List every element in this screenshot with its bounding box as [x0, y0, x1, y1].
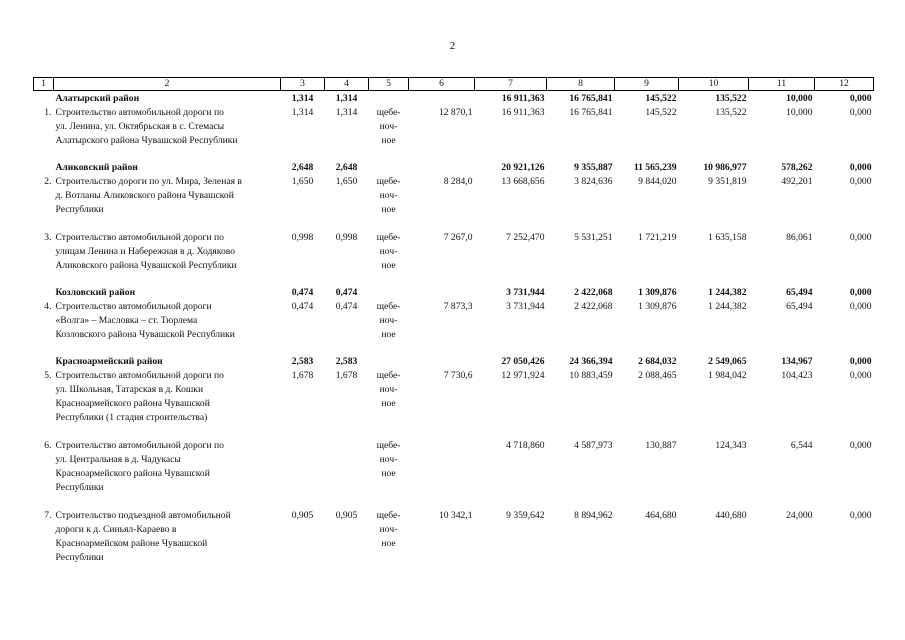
surface-type [369, 231, 409, 273]
district-value-c7: 27 050,426 [501, 356, 545, 367]
project-name-line: дороги к д. Синьял-Караево в [55, 524, 177, 535]
project-value-c10: 1 984,042 [708, 370, 747, 381]
surface-type-line: щебе- [376, 232, 401, 243]
project-name-line: Строительство дороги по ул. Мира, Зеленая в [55, 176, 242, 187]
district-index-cell [34, 91, 54, 107]
project-value-c7: 4 718,860 [506, 440, 545, 451]
district-value-c10: 10 986,977 [703, 162, 747, 173]
project-value-c7: 12 971,924 [501, 370, 545, 381]
project-name [54, 300, 281, 342]
project-name-line: ул. Ленина, ул. Октябрьская в с. Стемасы [55, 121, 225, 132]
district-length-hard: 1,314 [335, 93, 358, 104]
district-value-c7: 3 731,944 [506, 287, 545, 298]
district-row [34, 354, 874, 369]
district-name: Красноармейский район [55, 356, 163, 367]
project-value-c10: 124,343 [715, 440, 747, 451]
district-cost-per-km [409, 91, 475, 107]
district-value-c10: 1 244,382 [708, 287, 747, 298]
project-value-c11: 65,494 [786, 301, 813, 312]
project-row [34, 106, 874, 148]
project-name-line: Красноармейского района Чувашской [55, 468, 210, 479]
project-value-c9: 2 088,465 [638, 370, 677, 381]
project-name [54, 509, 281, 565]
project-value-c8: 2 422,068 [574, 301, 613, 312]
column-header: 1 [34, 78, 54, 91]
district-value-c11: 10,000 [786, 93, 813, 104]
district-surface-cell [369, 160, 409, 175]
district-surface-cell [369, 91, 409, 107]
district-length-hard: 2,648 [335, 162, 358, 173]
project-number: 2. [44, 176, 52, 187]
project-length-hard: 0,905 [335, 510, 358, 521]
surface-type-line: ное [381, 468, 396, 479]
column-header: 11 [749, 78, 815, 91]
district-index-cell [34, 354, 54, 369]
district-value-c10: 135,522 [715, 93, 747, 104]
project-value-c10: 440,680 [715, 510, 747, 521]
surface-type [369, 509, 409, 565]
project-value-c9: 130,887 [645, 440, 677, 451]
project-length-total: 0,474 [291, 301, 314, 312]
project-value-c11: 10,000 [786, 107, 813, 118]
spacer-cell [34, 342, 874, 354]
project-name [54, 369, 281, 425]
project-cost-per-km: 10 342,1 [438, 510, 473, 521]
district-value-c11: 65,494 [786, 287, 813, 298]
project-value-c9: 1 721,219 [638, 232, 677, 243]
surface-type-line: ноч- [379, 315, 398, 326]
spacer-cell [34, 217, 874, 231]
district-cost-per-km [409, 160, 475, 175]
project-cost-per-km: 7 873,3 [443, 301, 473, 312]
project-value-c9: 145,522 [645, 107, 677, 118]
district-length-total: 2,648 [291, 162, 314, 173]
district-row [34, 285, 874, 300]
surface-type-line: щебе- [376, 301, 401, 312]
spacer-row [34, 273, 874, 285]
project-name-line: ул. Школьная, Татарская в д. Кошки [55, 384, 204, 395]
project-value-c12: 0,000 [849, 107, 872, 118]
project-name-line: Строительство автомобильной дороги по [55, 107, 224, 118]
district-value-c12: 0,000 [849, 356, 872, 367]
project-value-c10: 1 635,158 [708, 232, 747, 243]
project-row [34, 439, 874, 495]
project-name-line: Алатырского района Чувашской Республики [55, 135, 238, 146]
project-value-c12: 0,000 [849, 370, 872, 381]
spacer-row [34, 148, 874, 160]
district-name: Козловский район [55, 287, 136, 298]
project-row [34, 509, 874, 565]
surface-type-line: ное [381, 538, 396, 549]
district-value-c8: 16 765,841 [569, 93, 613, 104]
project-name [54, 106, 281, 148]
district-surface-cell [369, 354, 409, 369]
project-name-line: Аликовского района Чувашской Республики [55, 260, 237, 271]
project-name-line: Республики [55, 552, 104, 563]
district-value-c11: 578,262 [781, 162, 813, 173]
project-value-c12: 0,000 [849, 176, 872, 187]
project-row [34, 231, 874, 273]
project-value-c7: 9 359,642 [506, 510, 545, 521]
project-number: 4. [44, 301, 52, 312]
spacer-cell [34, 425, 874, 439]
project-name-line: д. Вотланы Аликовского района Чувашской [55, 190, 234, 201]
project-length-total: 0,905 [291, 510, 314, 521]
project-row [34, 300, 874, 342]
project-length-total: 1,314 [291, 107, 314, 118]
spacer-cell [34, 495, 874, 509]
project-value-c9: 1 309,876 [638, 301, 677, 312]
district-index-cell [34, 160, 54, 175]
district-name: Алатырский район [55, 93, 140, 104]
project-cost-per-km: 7 267,0 [443, 232, 473, 243]
project-row [34, 175, 874, 217]
district-value-c12: 0,000 [849, 162, 872, 173]
project-value-c9: 9 844,020 [638, 176, 677, 187]
project-value-c8: 10 883,459 [569, 370, 613, 381]
spacer-row [34, 342, 874, 354]
project-value-c7: 7 252,470 [506, 232, 545, 243]
project-name-line: Строительство автомобильной дороги по [55, 440, 224, 451]
district-value-c9: 1 309,876 [638, 287, 677, 298]
district-cost-per-km [409, 354, 475, 369]
district-length-hard: 2,583 [335, 356, 358, 367]
project-length-hard: 1,650 [335, 176, 358, 187]
spacer-cell [34, 148, 874, 160]
district-value-c10: 2 549,065 [708, 356, 747, 367]
surface-type [369, 106, 409, 148]
road-construction-table [33, 77, 874, 565]
column-header: 8 [547, 78, 615, 91]
district-value-c12: 0,000 [849, 93, 872, 104]
surface-type-line: ноч- [379, 454, 398, 465]
project-value-c11: 492,201 [781, 176, 813, 187]
project-value-c8: 16 765,841 [569, 107, 613, 118]
project-value-c12: 0,000 [849, 301, 872, 312]
district-index-cell [34, 285, 54, 300]
project-length-hard: 1,678 [335, 370, 358, 381]
district-name: Аликовский район [55, 162, 138, 173]
column-header: 10 [679, 78, 749, 91]
project-length-total: 0,998 [291, 232, 314, 243]
project-length-hard: 0,998 [335, 232, 358, 243]
surface-type-line: ное [381, 204, 396, 215]
spacer-cell [34, 273, 874, 285]
project-cost-per-km: 7 730,6 [443, 370, 473, 381]
surface-type-line: ное [381, 398, 396, 409]
project-value-c11: 86,061 [786, 232, 813, 243]
district-length-hard: 0,474 [335, 287, 358, 298]
surface-type [369, 300, 409, 342]
project-name-line: ул. Центральная в д. Чадукасы [55, 454, 181, 465]
project-number: 1. [44, 107, 52, 118]
project-value-c12: 0,000 [849, 232, 872, 243]
project-name-line: Козловского района Чувашской Республики [55, 329, 235, 340]
project-value-c7: 3 731,944 [506, 301, 545, 312]
project-number: 5. [44, 370, 52, 381]
district-row [34, 160, 874, 175]
district-value-c8: 24 366,394 [569, 356, 613, 367]
project-value-c8: 4 587,973 [574, 440, 613, 451]
page-number: 2 [449, 40, 456, 52]
project-name-line: Красноармейского района Чувашской [55, 398, 210, 409]
surface-type-line: щебе- [376, 370, 401, 381]
project-value-c7: 16 911,363 [501, 107, 545, 118]
project-cost-per-km: 12 870,1 [438, 107, 473, 118]
district-value-c7: 16 911,363 [501, 93, 545, 104]
project-name-line: Республики (1 стадия строительства) [55, 412, 208, 423]
project-name-line: Строительство подъездной автомобильной [55, 510, 231, 521]
project-name [54, 175, 281, 217]
project-row [34, 369, 874, 425]
project-value-c10: 1 244,382 [708, 301, 747, 312]
column-header: 9 [615, 78, 679, 91]
district-value-c11: 134,967 [781, 356, 813, 367]
column-header: 12 [815, 78, 874, 91]
project-number: 6. [44, 440, 52, 451]
project-value-c9: 464,680 [645, 510, 677, 521]
column-header: 7 [475, 78, 547, 91]
surface-type-line: щебе- [376, 510, 401, 521]
district-value-c9: 11 565,239 [633, 162, 677, 173]
surface-type-line: ное [381, 260, 396, 271]
district-length-total: 1,314 [291, 93, 314, 104]
project-name [54, 231, 281, 273]
project-number: 3. [44, 232, 52, 243]
surface-type-line: щебе- [376, 176, 401, 187]
project-value-c12: 0,000 [849, 510, 872, 521]
column-header: 6 [409, 78, 475, 91]
project-cost-per-km: 8 284,0 [443, 176, 473, 187]
project-length-total: 1,650 [291, 176, 314, 187]
project-name-line: улицам Ленина и Набережная в д. Ходяково [55, 246, 236, 257]
project-length-total: 1,678 [291, 370, 314, 381]
surface-type-line: ноч- [379, 121, 398, 132]
project-value-c7: 13 668,656 [501, 176, 545, 187]
project-value-c8: 5 531,251 [574, 232, 613, 243]
surface-type [369, 439, 409, 495]
column-header: 4 [325, 78, 369, 91]
surface-type [369, 175, 409, 217]
surface-type-line: ноч- [379, 524, 398, 535]
project-name-line: Строительство автомобильной дороги по [55, 232, 224, 243]
surface-type [369, 369, 409, 425]
spacer-row [34, 495, 874, 509]
project-length-hard: 0,474 [335, 301, 358, 312]
project-name-line: «Волга» – Масловка – ст. Тюрлема [55, 315, 198, 326]
project-length-hard [325, 439, 369, 495]
district-value-c12: 0,000 [849, 287, 872, 298]
district-length-total: 0,474 [291, 287, 314, 298]
spacer-row [34, 425, 874, 439]
project-name-line: Республики [55, 482, 104, 493]
spacer-row [34, 217, 874, 231]
project-value-c8: 8 894,962 [574, 510, 613, 521]
district-value-c7: 20 921,126 [501, 162, 545, 173]
project-name-line: Строительство автомобильной дороги по [55, 370, 224, 381]
surface-type-line: ное [381, 329, 396, 340]
column-header: 2 [54, 78, 281, 91]
district-value-c8: 2 422,068 [574, 287, 613, 298]
project-length-hard: 1,314 [335, 107, 358, 118]
surface-type-line: ноч- [379, 190, 398, 201]
column-header: 5 [369, 78, 409, 91]
surface-type-line: ноч- [379, 384, 398, 395]
project-value-c10: 135,522 [715, 107, 747, 118]
surface-type-line: щебе- [376, 440, 401, 451]
surface-type-line: ное [381, 135, 396, 146]
district-value-c9: 2 684,032 [638, 356, 677, 367]
project-name-line: Строительство автомобильной дороги [55, 301, 212, 312]
project-value-c11: 6,544 [790, 440, 813, 451]
project-value-c12: 0,000 [849, 440, 872, 451]
project-value-c11: 24,000 [786, 510, 813, 521]
project-cost-per-km [409, 439, 475, 495]
project-name [54, 439, 281, 495]
surface-type-line: ноч- [379, 246, 398, 257]
district-surface-cell [369, 285, 409, 300]
column-header: 3 [281, 78, 325, 91]
project-value-c10: 9 351,819 [708, 176, 747, 187]
project-number: 7. [44, 510, 52, 521]
district-value-c8: 9 355,887 [574, 162, 613, 173]
surface-type-line: щебе- [376, 107, 401, 118]
district-value-c9: 145,522 [645, 93, 677, 104]
district-cost-per-km [409, 285, 475, 300]
project-name-line: Красноармейском районе Чувашской [55, 538, 208, 549]
district-length-total: 2,583 [291, 356, 314, 367]
project-value-c8: 3 824,636 [574, 176, 613, 187]
district-row [34, 91, 874, 107]
project-length-total [281, 439, 325, 495]
project-name-line: Республики [55, 204, 104, 215]
column-number-row [34, 78, 874, 91]
project-value-c11: 104,423 [781, 370, 813, 381]
